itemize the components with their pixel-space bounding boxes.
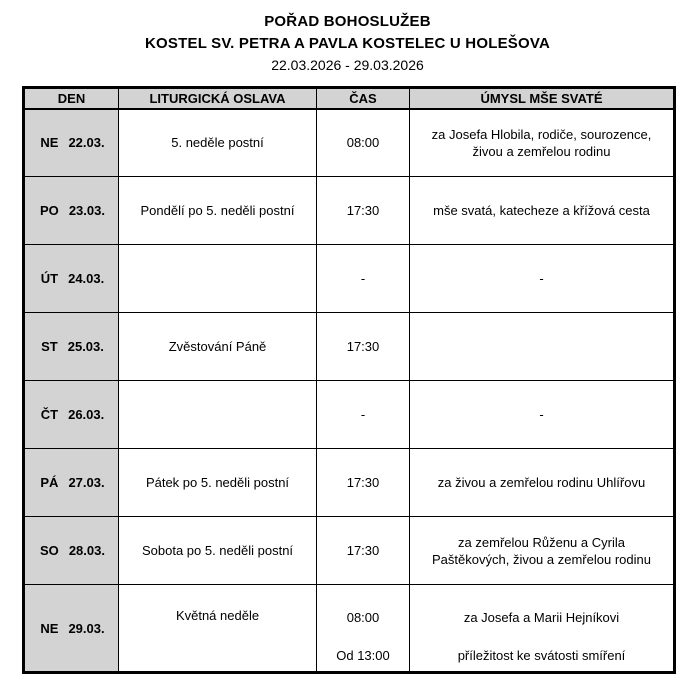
time-cell: [317, 585, 410, 673]
document-title: POŘAD BOHOSLUŽEB: [264, 13, 431, 30]
intention-entry: příležitost ke svátosti smíření: [457, 648, 626, 663]
table-row: [24, 109, 675, 177]
day-date: 26.03.: [68, 407, 105, 422]
table-row: [24, 381, 675, 449]
day-abbrev: PO: [40, 203, 59, 218]
day-date: 23.03.: [68, 203, 105, 218]
day-cell: [24, 585, 119, 673]
celebration-cell: 5. neděle postní: [119, 109, 317, 177]
intention-cell: -: [410, 245, 675, 313]
intention-cell: za živou a zemřelou rodinu Uhlířovu: [410, 449, 675, 517]
table-row: [24, 313, 675, 381]
intention-cell: mše svatá, katecheze a křížová cesta: [410, 177, 675, 245]
header-row: [24, 88, 675, 109]
time-cell: 17:30: [317, 177, 410, 245]
day-date: 25.03.: [67, 339, 104, 354]
day-cell: [24, 177, 119, 245]
table-row: [24, 585, 675, 673]
celebration-cell: Zvěstování Páně: [119, 313, 317, 381]
time-entry: Od 13:00: [336, 648, 390, 663]
col-header-celebration: LITURGICKÁ OSLAVA: [119, 88, 317, 109]
day-date: 28.03.: [68, 543, 105, 558]
celebration-cell: Sobota po 5. neděli postní: [119, 517, 317, 585]
day-abbrev: PÁ: [40, 475, 59, 490]
day-abbrev: NE: [40, 135, 59, 151]
day-cell: [24, 109, 119, 177]
table-row: [24, 449, 675, 517]
celebration-cell: Pondělí po 5. neděli postní: [119, 177, 317, 245]
day-abbrev: SO: [40, 543, 59, 558]
celebration-cell: [119, 381, 317, 449]
date-range: 22.03.2026 - 29.03.2026: [271, 57, 424, 73]
table-row: [24, 177, 675, 245]
day-abbrev: ČT: [40, 407, 59, 422]
time-cell: 08:00: [317, 109, 410, 177]
time-entry: 08:00: [346, 609, 380, 625]
day-abbrev: ST: [41, 339, 58, 354]
intention-cell: [410, 585, 675, 673]
celebration-cell: [119, 245, 317, 313]
intention-entry: za Josefa a Marii Hejníkovi: [463, 609, 620, 625]
intention-cell: [410, 313, 675, 381]
table-row: [24, 245, 675, 313]
col-header-intention: ÚMYSL MŠE SVATÉ: [410, 88, 675, 109]
day-cell: [24, 313, 119, 381]
day-abbrev: NE: [40, 620, 59, 636]
document-header: [0, 0, 695, 76]
day-date: 27.03.: [68, 475, 105, 490]
day-cell: [24, 517, 119, 585]
day-date: 29.03.: [68, 620, 105, 636]
day-date: 24.03.: [68, 271, 105, 286]
schedule-table: [22, 86, 676, 674]
celebration-cell: Květná neděle: [119, 585, 317, 673]
church-name: KOSTEL SV. PETRA A PAVLA KOSTELEC U HOLEŠOVA: [145, 35, 550, 52]
day-abbrev: ÚT: [40, 271, 59, 286]
day-cell: [24, 381, 119, 449]
col-header-time: ČAS: [317, 88, 410, 109]
time-cell: 17:30: [317, 449, 410, 517]
day-cell: [24, 245, 119, 313]
col-header-day: DEN: [24, 88, 119, 109]
celebration-cell: Pátek po 5. neděli postní: [119, 449, 317, 517]
time-cell: -: [317, 245, 410, 313]
intention-cell: -: [410, 381, 675, 449]
time-cell: 17:30: [317, 313, 410, 381]
time-cell: 17:30: [317, 517, 410, 585]
table-row: [24, 517, 675, 585]
intention-cell: za Josefa Hlobila, rodiče, sourozence, živou a zemřelou rodinu: [410, 109, 675, 177]
day-cell: [24, 449, 119, 517]
time-cell: -: [317, 381, 410, 449]
day-date: 22.03.: [68, 135, 105, 151]
intention-cell: za zemřelou Růženu a Cyrila Paštěkových, živou a zemřelou rodinu: [410, 517, 675, 585]
